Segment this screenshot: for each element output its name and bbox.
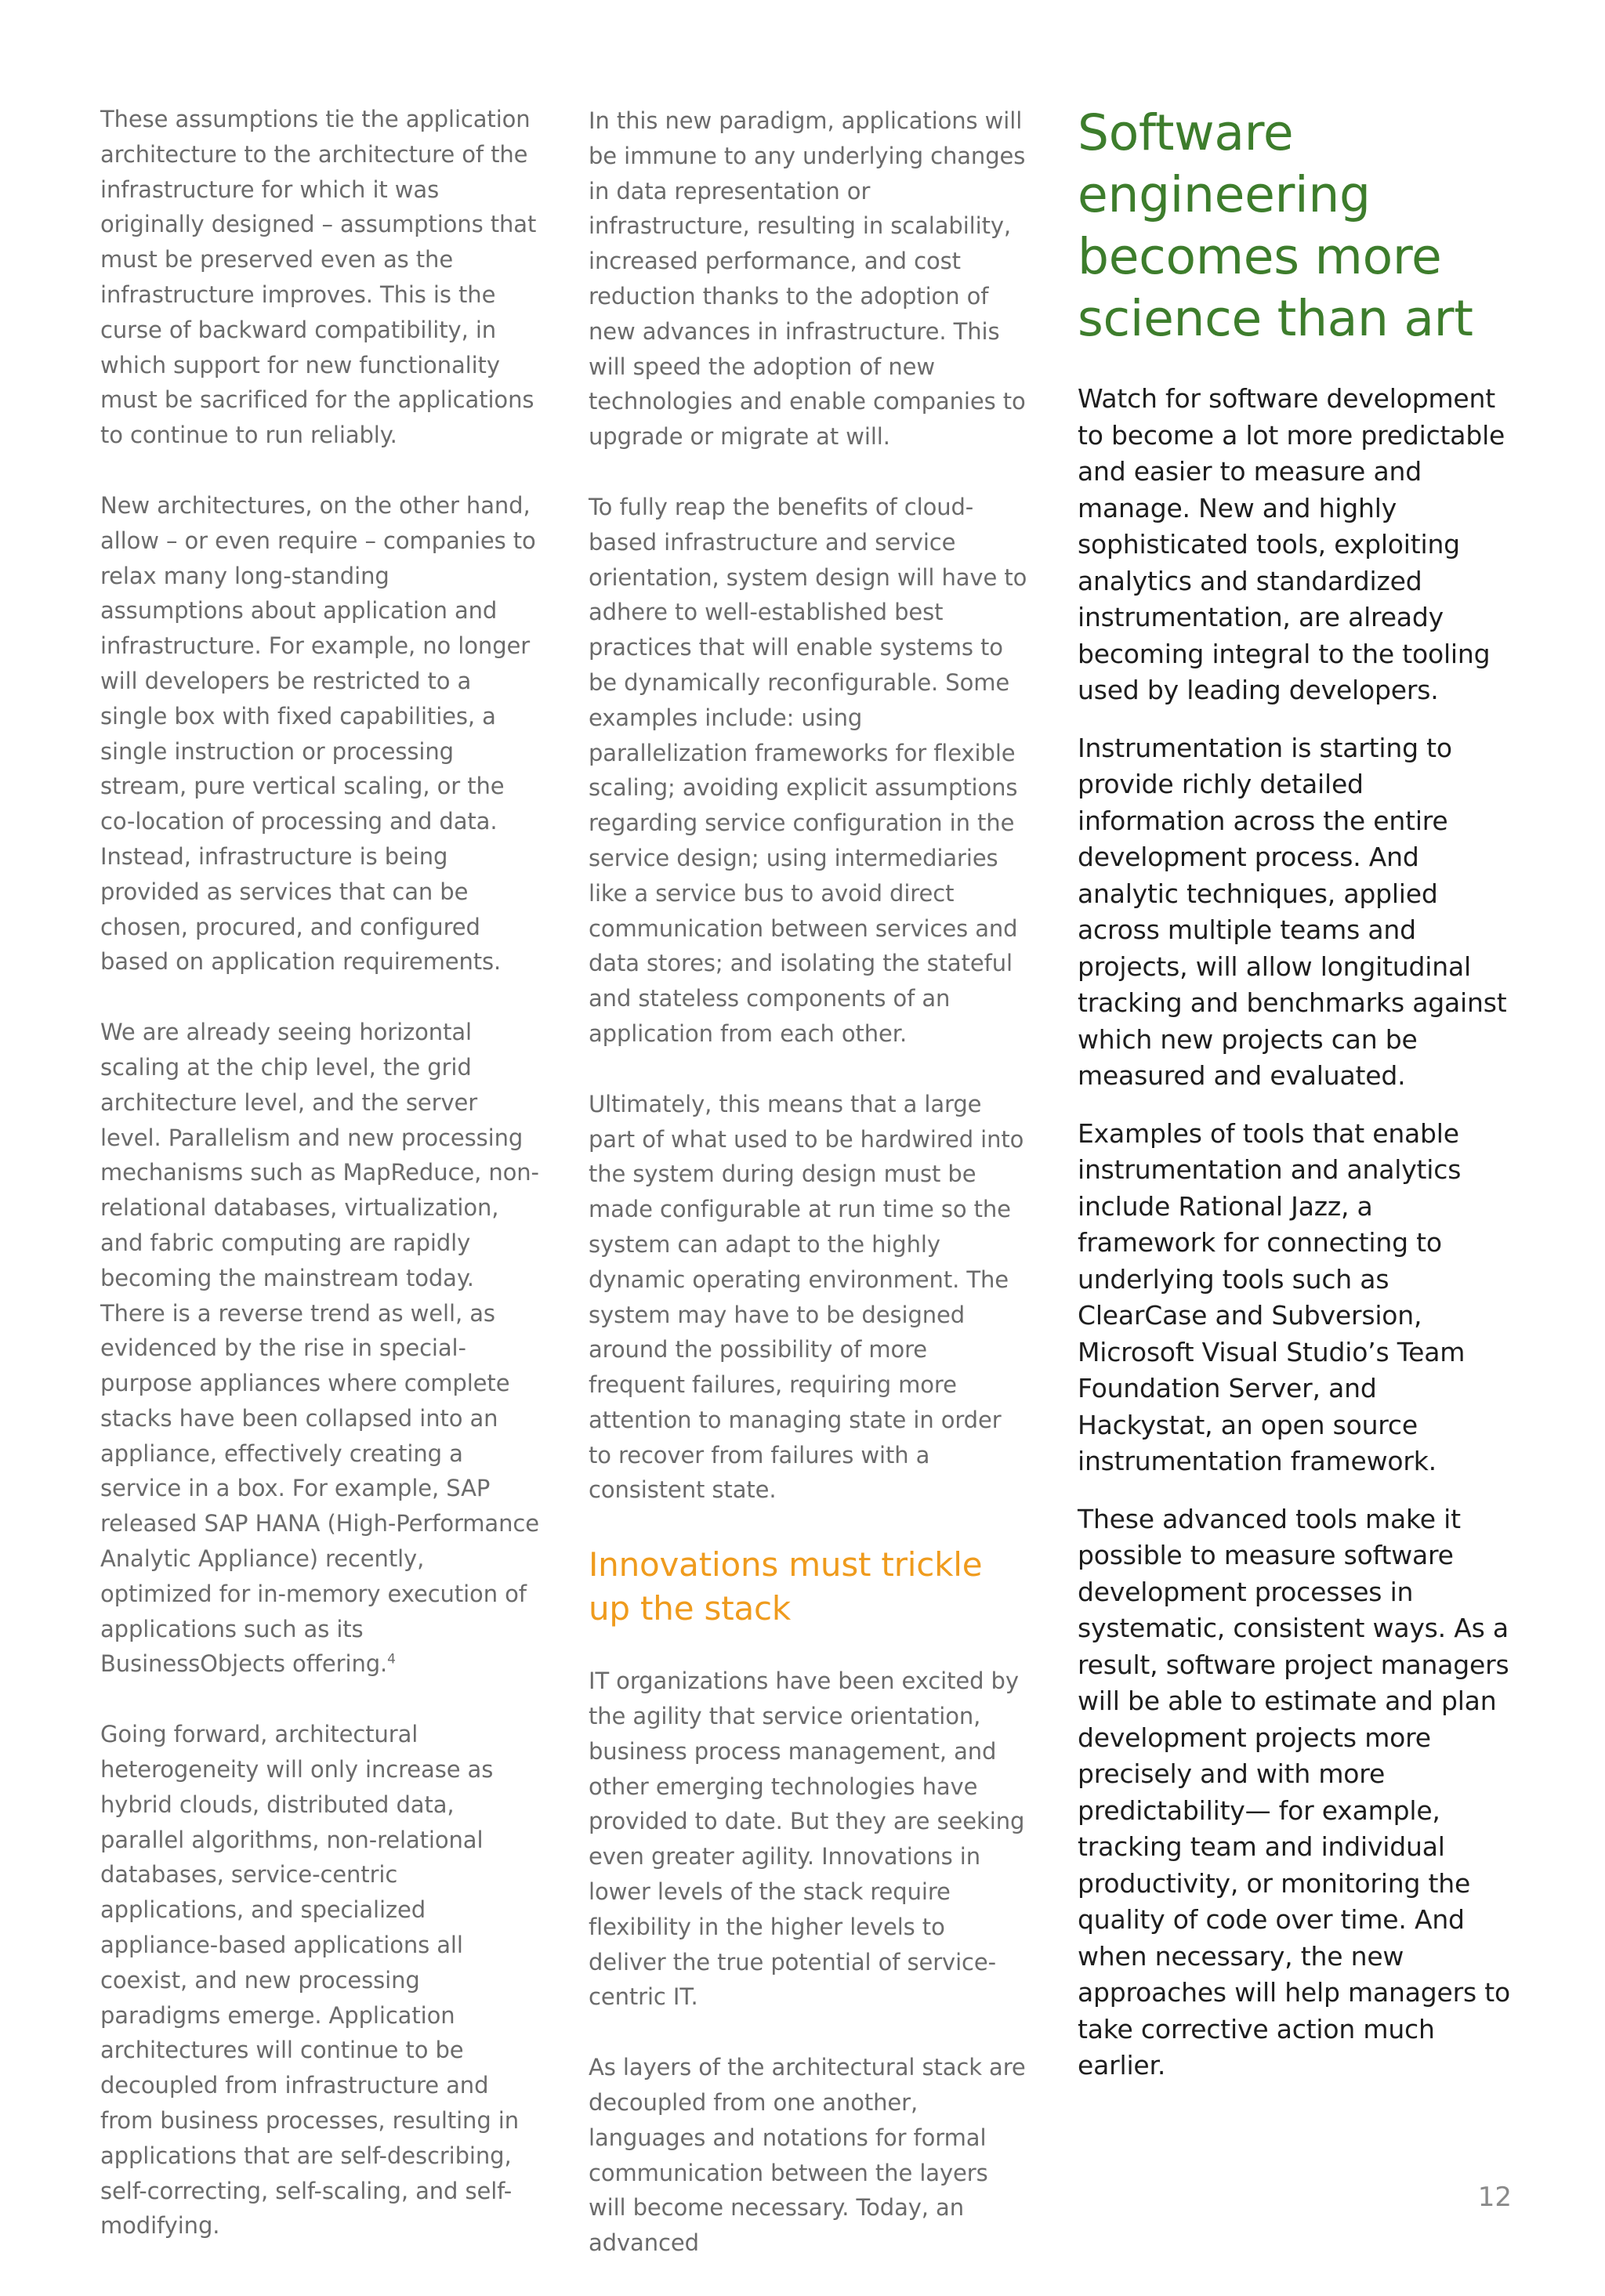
paragraph: Watch for software development to become a lot more predictable and easier to measure and manage. New and highly sophisticated tools, exploiting analytics and standardized instrumentation, are already becoming integral to the tooling used by leading developers. (1078, 383, 1505, 705)
column-middle (589, 102, 1027, 2296)
paragraph: These advanced tools make it possible to measure software development processes in systematic, consistent ways. As a result, software project managers will be able to estimate and plan development projects more precisely and with more predictability— for example, tracking team and individual productivity, or monitoring the quality of code over time. And when necessary, the new approaches will help managers to take corrective action much earlier. (1078, 1503, 1510, 2081)
paragraph: Instrumentation is starting to provide richly detailed information across the entire development process. And analytic techniques, applied across multiple teams and projects, will allow longitudinal tracking and benchmarks against which new projects can be measured and evaluated. (1078, 732, 1507, 1091)
page-number: 12 (1477, 2182, 1512, 2213)
paragraph-with-footnote (100, 1015, 539, 1682)
paragraph: In this new paradigm, applications will be immune to any underlying changes in data representation or infrastructure, resulting in scalability, increased performance, and cost reduction thanks to the adoption of new advances in infrastructure. This will speed the adoption of new technologies and enable companies to upgrade or migrate at will. (589, 107, 1026, 451)
paragraph: These assumptions tie the application architecture to the architecture of the infrastructure for which it was originally designed – assumptions that must be preserved even as the infrastructure improves. This is the curse of backward compatibility, in which support for new functionality must be sacrificed for the applications to continue to run reliably. (100, 106, 537, 449)
paragraph: To fully reap the benefits of cloud-based infrastructure and service orientation, system design will have to adhere to well-established best practices that will enable systems to be dynamically reconfigurable. Some examples include: using parallelization frameworks for flexible scaling; avoiding explicit assumptions regarding service configuration in the service design; using intermediaries like a service bus to avoid direct communication between services and data stores; and isolating the stateful and stateless components of an application from each other. (589, 493, 1027, 1047)
column-right (1078, 102, 1516, 2106)
sidebar-heading: Software engineering becomes more science than art (1078, 104, 1473, 347)
paragraph: Ultimately, this means that a large part of what used to be hardwired into the system during design must be made configurable at run time so the system can adapt to the highly dynamic operating environment. The system may have to be designed around the possibility of more frequent failures, requiring more attention to managing state in order to recover from failures with a consistent state. (589, 1090, 1024, 1504)
section-heading: Innovations must trickle up the stack (589, 1545, 983, 1628)
paragraph-text: We are already seeing horizontal scaling at the chip level, the grid architecture level, and the server level. Parallelism and new processing mechanisms such as MapReduce, non-relational databases, virtualization, and fabric computing are rapidly becoming the mainstream today. There is a reverse trend as well, as evidenced by the rise in special-purpose appliances where complete stacks have been collapsed into an appliance, effectively creating a service in a box. For example, SAP released SAP HANA (High-Performance Analytic Appliance) recently, optimized for in-memory execution of applications such as its BusinessObjects offering. (100, 1019, 539, 1678)
paragraph: Going forward, architectural heterogeneity will only increase as hybrid clouds, distributed data, parallel algorithms, non-relational databases, service-centric applications, and specialized appliance-based applications all coexist, and new processing paradigms emerge. Application architectures will continue to be decoupled from infrastructure and from business processes, resulting in applications that are self-describing, self-correcting, self-scaling, and self-modifying. (100, 1721, 519, 2240)
paragraph: IT organizations have been excited by the agility that service orientation, business process management, and other emerging technologies have provided to date. But they are seeking even greater agility. Innovations in lower levels of the stack require flexibility in the higher levels to deliver the true potential of service-centric IT. (589, 1668, 1025, 2011)
column-left (100, 102, 539, 2279)
paragraph: New architectures, on the other hand, allow – or even require – companies to relax many long-standing assumptions about application and infrastructure. For example, no longer will developers be restricted to a single box with fixed capabilities, a single instruction or processing stream, pure vertical scaling, or the co-location of processing and data. Instead, infrastructure is being provided as services that can be chosen, procured, and configured based on application requirements. (100, 491, 536, 976)
footnote-reference: 4 (387, 1651, 396, 1668)
paragraph: Examples of tools that enable instrumentation and analytics include Rational Jazz, a framework for connecting to underlying tools such as ClearCase and Subversion, Microsoft Visual Studio’s Team Foundation Server, and Hackystat, an open source instrumentation framework. (1078, 1117, 1466, 1476)
paragraph: As layers of the architectural stack are decoupled from one another, languages and notations for formal communication between the layers will become necessary. Today, an advanced (589, 2054, 1026, 2257)
